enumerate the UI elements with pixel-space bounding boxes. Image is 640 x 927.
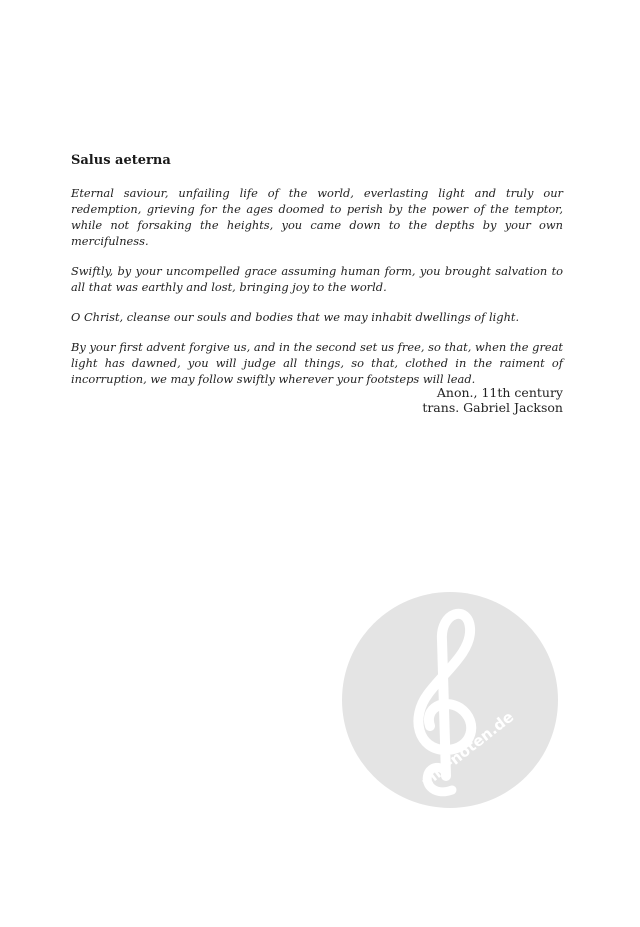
watermark xyxy=(340,590,560,810)
watermark-text: alle-noten.de xyxy=(417,707,518,792)
attribution xyxy=(422,385,563,415)
poem-title: Salus aeterna xyxy=(71,153,171,168)
poem-paragraph-3: O Christ, cleanse our souls and bodies that we may inhabit dwellings of light. xyxy=(71,310,520,324)
poem-paragraph-4: By your first advent forgive us, and in the second set us free, so that, when the great light has dawned, you will judge all things, so that, clothed in the raiment of incorruption, we may follow swiftly wherever your footsteps will lead. xyxy=(71,340,563,386)
poem-paragraph-2: Swiftly, by your uncompelled grace assuming human form, you brought salvation to all that was earthly and lost, bringing joy to the world. xyxy=(71,264,563,294)
poem-text xyxy=(71,185,563,401)
translator-line: trans. Gabriel Jackson xyxy=(422,400,563,415)
author-line: Anon., 11th century xyxy=(436,385,563,400)
poem-paragraph-1: Eternal saviour, unfailing life of the world, everlasting light and truly our redemption, grieving for the ages doomed to perish by the power of the temptor, while not forsaking the heights, you came down to the depths by your own mercifulness. xyxy=(71,186,563,248)
